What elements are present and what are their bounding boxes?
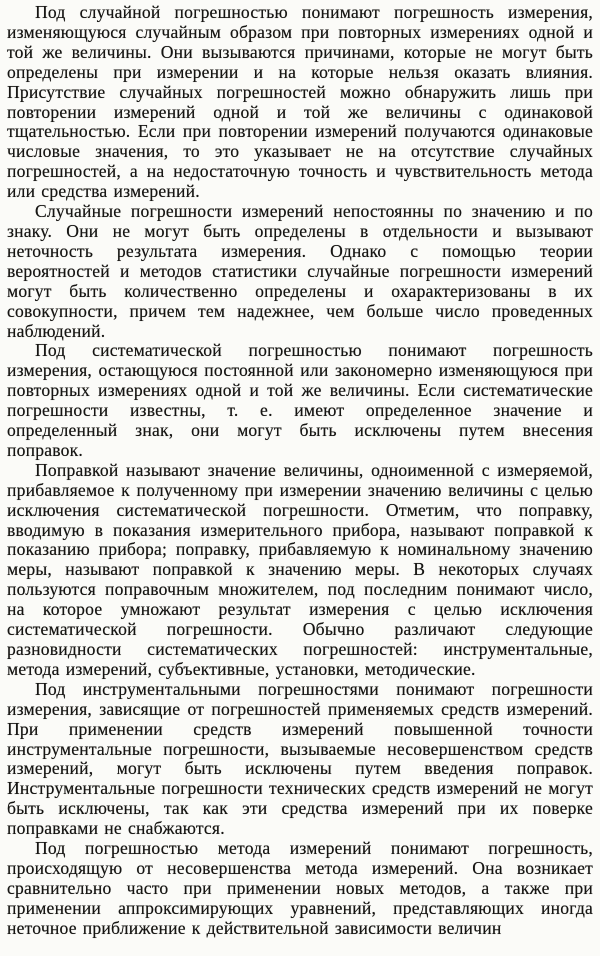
paragraph-systematic-error-definition: Под систематической погрешностью понимают погрешность измерения, остающуюся постоянной или закономерно изменяющуюся при повторных измерениях одной и той же величины. Если систематические погрешности известны, т. е. имеют определенное значение и определенный знак, они могут быть исключены путем внесения поправок. xyxy=(7,340,593,460)
paragraph-method-errors: Под погрешностью метода измерений понимают погрешность, происходящую от несовершенства метода измерений. Она возникает сравнительно часто при применении новых методов, а также при применении аппроксимирующих уравнений, представляющих иногда неточное приближение к действительной зависимости величин xyxy=(7,838,593,938)
paragraph-correction-definition: Поправкой называют значение величины, одноименной с измеряемой, прибавляемое к полученному при измерении значению величины с целью исключения систематической погрешности. Отметим, что поправку, вводимую в показания измерительного прибора, называют поправкой к показанию прибора; поправку, прибавляемую к номинальному значению меры, называют поправкой к значению меры. В некоторых случаях пользуются поправочным множителем, под последним понимают число, на которое умножают результат измерения с целью исключения систематической погрешности. Обычно различают следующие разновидности систематических погрешностей: инструментальные, метода измерений, субъективные, установки, методические. xyxy=(7,459,593,679)
paragraph-random-error-definition: Под случайной погрешностью понимают погрешность измерения, изменяющуюся случайным образом при повторных измерениях одной и той же величины. Они вызываются причинами, которые не могут быть определены при измерении и на которые нельзя оказать влияния. Присутствие случайных погрешностей можно обнаружить лишь при повторении измерений одной и той же величины с одинаковой тщательностью. Если при повторении измерений получаются одинаковые числовые значения, то это указывает не на отсутствие случайных погрешностей, а на недостаточную точность и чувствительность метода или средства измерений. xyxy=(7,2,593,202)
paragraph-random-error-properties: Случайные погрешности измерений непостоянны по значению и по знаку. Они не могут быть определены в отдельности и вызывают неточность результата измерения. Однако с помощью теории вероятностей и методов статистики случайные погрешности измерений могут быть количественно определены и охарактеризованы в их совокупности, причем тем надежнее, чем больше число проведенных наблюдений. xyxy=(7,201,593,341)
page-text-block xyxy=(7,3,593,939)
paragraph-instrumental-errors: Под инструментальными погрешностями понимают погрешности измерения, зависящие от погрешностей применяемых средств измерений. При применении средств измерений повышенной точности инструментальные погрешности, вызываемые несовершенством средств измерений, могут быть исключены путем введения поправок. Инструментальные погрешности технических средств измерений не могут быть исключены, так как эти средства измерений при их поверке поправками не снабжаются. xyxy=(7,678,593,839)
